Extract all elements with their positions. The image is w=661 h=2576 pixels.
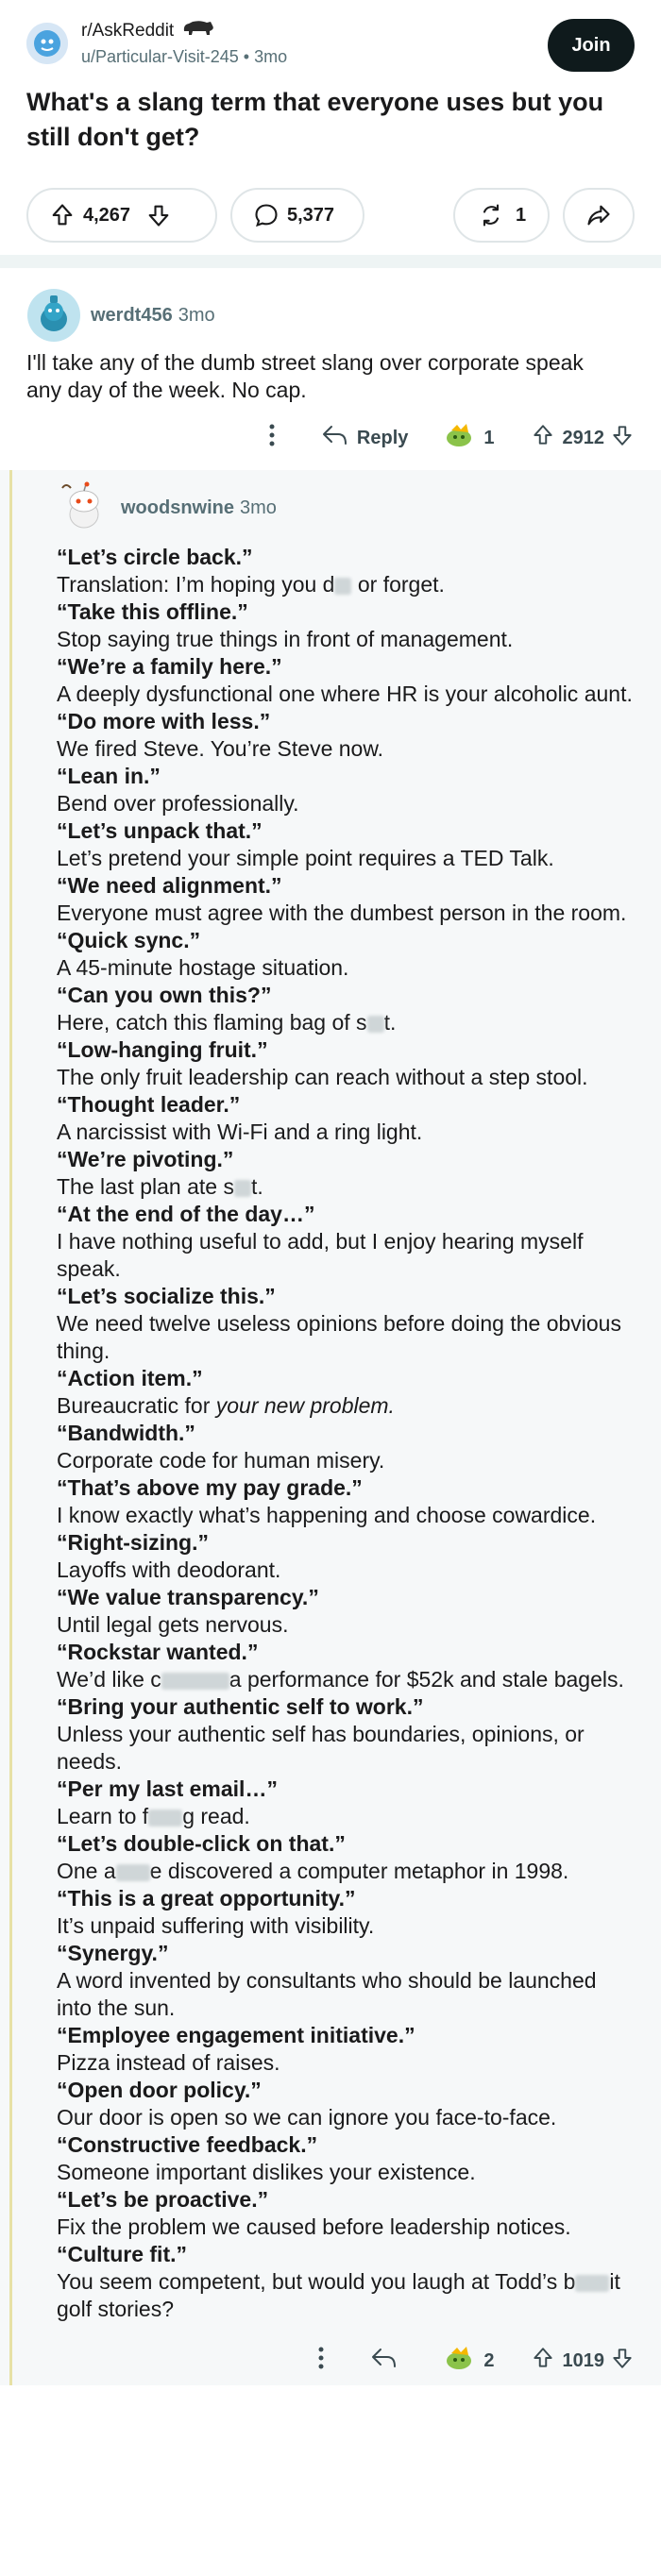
comment-age: 3mo: [240, 497, 277, 518]
phrase-heading: “Quick sync.”: [57, 928, 201, 952]
section-divider: [0, 255, 661, 268]
more-options-button[interactable]: [310, 2346, 325, 2376]
phrase-translation: Pizza instead of raises.: [57, 2050, 280, 2075]
phrase-heading: “Thought leader.”: [57, 1092, 241, 1117]
comments-button[interactable]: [230, 188, 364, 243]
phrase-heading: “Do more with less.”: [57, 709, 271, 733]
more-options-button[interactable]: [261, 423, 276, 453]
phrase-heading: “Open door policy.”: [57, 2078, 262, 2102]
award-count: 2: [483, 2349, 495, 2371]
reply-label: Reply: [356, 427, 409, 448]
translation-text: it golf stories?: [57, 2269, 620, 2321]
comment-werdt456: [0, 268, 661, 464]
phrase-heading: “Let’s be proactive.”: [57, 2187, 269, 2212]
phrase-translation: Unless your authentic self has boundaries, opinions, or needs.: [57, 1722, 585, 1774]
translation-text: t.: [383, 1010, 397, 1035]
phrase-translation: [57, 2268, 635, 2323]
phrase-heading: “This is a great opportunity.”: [57, 1886, 356, 1911]
join-button[interactable]: Join: [548, 19, 635, 72]
phrase-heading: “Synergy.”: [57, 1941, 169, 1965]
meta-separator: •: [243, 46, 250, 66]
phrase-translation: [57, 1392, 635, 1420]
reply-icon: [321, 423, 349, 453]
phrase-translation: [57, 571, 635, 598]
translation-text: or forget.: [351, 572, 445, 597]
post-card: [0, 0, 661, 255]
share-button[interactable]: [563, 188, 635, 243]
reply-button[interactable]: [363, 2346, 398, 2376]
phrase-heading: “Let’s double-click on that.”: [57, 1831, 346, 1856]
phrase-translation: Let’s pretend your simple point requires a TED Talk.: [57, 846, 554, 870]
phrase-translation: Fix the problem we caused before leadership notices.: [57, 2214, 571, 2239]
translation-text: Translation: I’m hoping you d: [57, 572, 335, 597]
reply-thread: [0, 470, 661, 2385]
phrase-translation: Layoffs with deodorant.: [57, 1557, 281, 1582]
comment-age: 3mo: [178, 304, 215, 326]
award-icon: [444, 2344, 476, 2378]
comment-count: 5,377: [287, 204, 335, 226]
phrase-heading: “Let’s socialize this.”: [57, 1284, 276, 1308]
translation-text: e discovered a computer metaphor in 1998.: [149, 1859, 569, 1883]
upvote-icon[interactable]: [49, 202, 76, 228]
comment-icon: [253, 202, 280, 228]
censored-word: [234, 1180, 251, 1197]
phrase-translation: [57, 1803, 635, 1830]
post-header: [26, 19, 635, 68]
phrase-heading: “We value transparency.”: [57, 1585, 319, 1609]
comment-score: 2912: [562, 427, 604, 448]
phrase-translation: We need twelve useless opinions before doing the obvious thing.: [57, 1311, 621, 1363]
censored-word: [148, 1810, 182, 1827]
translation-text: Learn to f: [57, 1804, 149, 1828]
phrase-translation: It’s unpaid suffering with visibility.: [57, 1913, 375, 1938]
translation-text: Bureaucratic for: [57, 1393, 216, 1418]
phrase-translation: Everyone must agree with the dumbest person in the room.: [57, 901, 627, 925]
comment-actions: [26, 412, 635, 464]
translation-text: a performance for $52k and stale bagels.: [229, 1667, 624, 1692]
phrase-translation: A word invented by consultants who should be launched into the sun.: [57, 1968, 597, 2020]
phrase-translation: Bend over professionally.: [57, 791, 299, 816]
phrase-translation: [57, 1009, 635, 1036]
post-actions: [26, 188, 635, 243]
more-icon: [268, 423, 276, 453]
phrase-heading: “Employee engagement initiative.”: [57, 2023, 415, 2047]
phrase-heading: “Constructive feedback.”: [57, 2132, 318, 2157]
phrase-heading: “At the end of the day…”: [57, 1202, 315, 1226]
phrase-translation: I know exactly what’s happening and choose cowardice.: [57, 1503, 597, 1527]
translation-text: You seem competent, but would you laugh at Todd’s b: [57, 2269, 576, 2294]
phrase-translation: Someone important dislikes your existence.: [57, 2160, 476, 2184]
upvote-icon[interactable]: [531, 2346, 555, 2376]
comment-body: [57, 544, 635, 2323]
share-icon: [585, 202, 612, 228]
comment-author[interactable]: werdt456: [91, 304, 173, 326]
comment-actions: [57, 2336, 635, 2385]
phrase-heading: “We’re a family here.”: [57, 654, 282, 679]
phrase-heading: “Right-sizing.”: [57, 1530, 209, 1555]
downvote-icon[interactable]: [610, 2346, 635, 2376]
phrase-translation: A 45-minute hostage situation.: [57, 955, 349, 980]
emphasis-text: your new problem.: [215, 1393, 395, 1418]
vote-controls: [523, 2346, 636, 2376]
phrase-translation: [57, 1666, 635, 1693]
phrase-translation: A narcissist with Wi-Fi and a ring light.: [57, 1120, 423, 1144]
reply-button[interactable]: [314, 423, 408, 453]
downvote-icon[interactable]: [610, 423, 635, 453]
award-button[interactable]: [436, 2344, 494, 2378]
phrase-translation: Our door is open so we can ignore you face-to-face.: [57, 2105, 557, 2130]
vote-pill: [26, 188, 217, 243]
phrase-heading: “Per my last email…”: [57, 1776, 278, 1801]
crosspost-button[interactable]: [453, 188, 550, 243]
censored-word: [575, 2275, 609, 2292]
comment-body: I'll take any of the dumb street slang over corporate speak any day of the week. No cap.: [26, 350, 584, 402]
translation-text: g read.: [182, 1804, 250, 1828]
translation-text: One a: [57, 1859, 116, 1883]
phrase-heading: “Culture fit.”: [57, 2242, 187, 2266]
phrase-heading: “Bandwidth.”: [57, 1421, 195, 1445]
comment-header: [57, 478, 635, 538]
avatar[interactable]: [26, 288, 81, 343]
award-icon: [444, 421, 476, 455]
phrase-heading: “Let’s unpack that.”: [57, 818, 263, 843]
phrase-heading: “Take this offline.”: [57, 599, 248, 624]
phrase-translation: The only fruit leadership can reach without a step stool.: [57, 1065, 588, 1089]
phrase-translation: Stop saying true things in front of management.: [57, 627, 514, 651]
avatar[interactable]: [57, 480, 111, 535]
censored-word: [334, 578, 351, 595]
phrase-translation: I have nothing useful to add, but I enjoy hearing myself speak.: [57, 1229, 584, 1281]
phrase-heading: “Rockstar wanted.”: [57, 1640, 259, 1664]
translation-text: Here, catch this flaming bag of s: [57, 1010, 367, 1035]
bear-flair-icon: [181, 18, 215, 44]
phrase-heading: “We need alignment.”: [57, 873, 282, 898]
post-upvote-count: 4,267: [83, 204, 131, 226]
award-button[interactable]: [436, 421, 494, 455]
phrase-heading: “We’re pivoting.”: [57, 1147, 234, 1171]
phrase-heading: “Lean in.”: [57, 764, 161, 788]
more-icon: [317, 2346, 325, 2376]
translation-text: The last plan ate s: [57, 1174, 234, 1199]
censored-word: [161, 1673, 229, 1690]
censored-word: [367, 1016, 384, 1033]
translation-text: t.: [250, 1174, 263, 1199]
award-count: 1: [483, 427, 495, 448]
phrase-translation: We fired Steve. You’re Steve now.: [57, 736, 384, 761]
comment-author[interactable]: woodsnwine: [121, 497, 234, 518]
crosspost-icon: [478, 202, 504, 228]
phrase-translation: [57, 1858, 635, 1885]
subreddit-name[interactable]: r/AskReddit: [81, 21, 175, 41]
upvote-icon[interactable]: [531, 423, 555, 453]
phrase-heading: “Can you own this?”: [57, 983, 272, 1007]
phrase-heading: “Low-hanging fruit.”: [57, 1037, 268, 1062]
translation-text: We’d like c: [57, 1667, 161, 1692]
comment-header: [26, 285, 635, 345]
phrase-translation: A deeply dysfunctional one where HR is your alcoholic aunt.: [57, 682, 633, 706]
comment-score: 1019: [562, 2349, 604, 2371]
phrase-heading: “Action item.”: [57, 1366, 203, 1390]
crosspost-count: 1: [516, 204, 527, 226]
phrase-heading: “Let’s circle back.”: [57, 545, 253, 569]
post-title: What's a slang term that everyone uses but you still don't get?: [26, 88, 604, 151]
censored-word: [116, 1864, 150, 1881]
phrase-translation: Until legal gets nervous.: [57, 1612, 289, 1637]
comment-woodsnwine: [0, 470, 661, 2385]
downvote-icon[interactable]: [145, 202, 172, 228]
phrase-translation: Corporate code for human misery.: [57, 1448, 385, 1473]
phrase-translation: [57, 1173, 635, 1201]
phrase-heading: “That’s above my pay grade.”: [57, 1475, 363, 1500]
post-author[interactable]: u/Particular-Visit-245: [81, 46, 239, 66]
subreddit-avatar-icon[interactable]: [26, 23, 68, 64]
reply-icon: [370, 2346, 398, 2376]
phrase-heading: “Bring your authentic self to work.”: [57, 1694, 424, 1719]
vote-controls: [523, 423, 636, 453]
post-age: 3mo: [254, 46, 288, 66]
